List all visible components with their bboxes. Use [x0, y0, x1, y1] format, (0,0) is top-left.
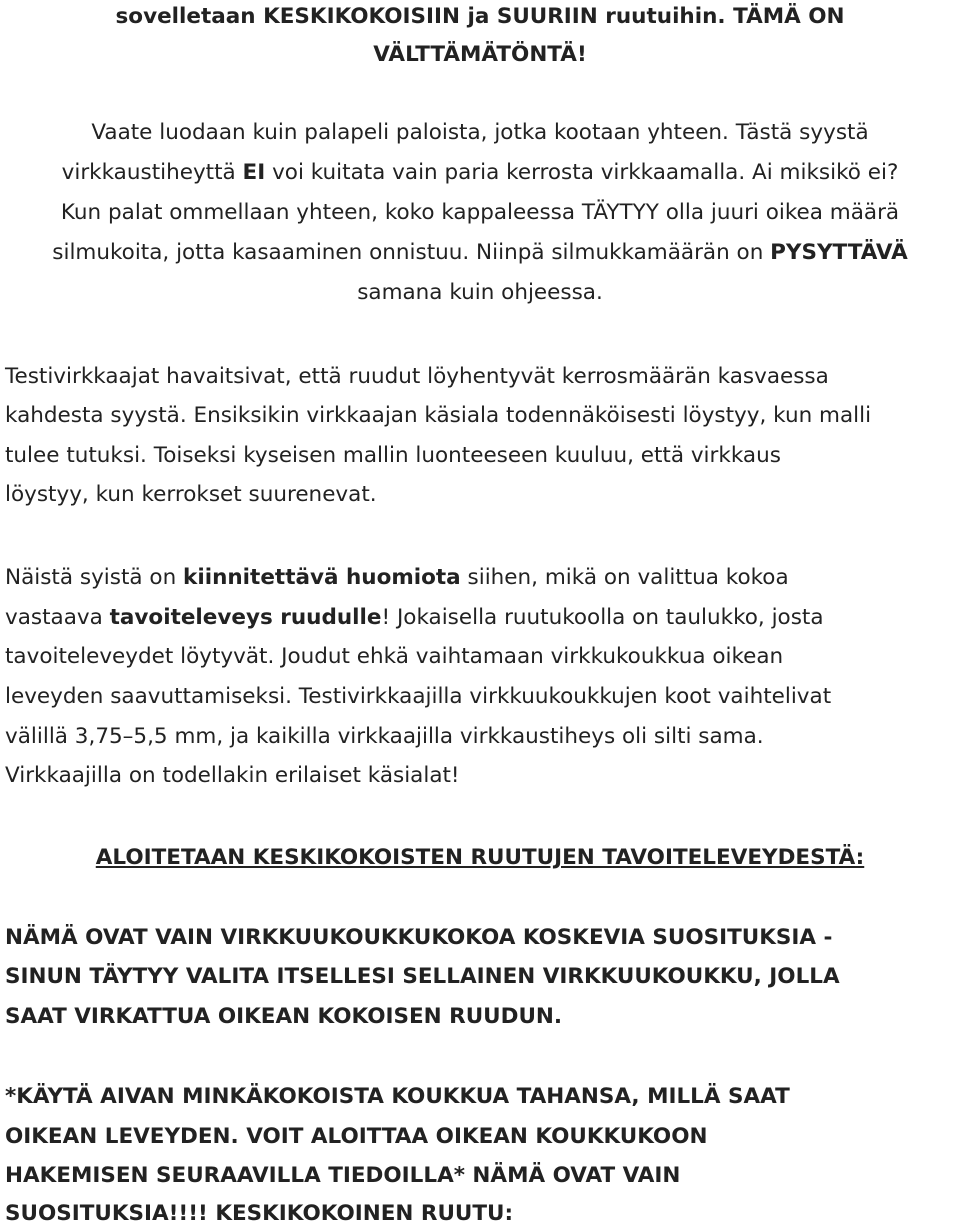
paragraph-1-line-5: samana kuin ohjeessa. — [357, 280, 603, 305]
paragraph-5-line-1: *KÄYTÄ AIVAN MINKÄKOKOISTA KOUKKUA TAHANSA, MILLÄ SAAT — [5, 1084, 790, 1109]
text-run: virkkaustiheyttä — [61, 160, 243, 185]
text-run: Näistä syistä on — [5, 565, 184, 590]
paragraph-1-line-2 — [0, 158, 960, 188]
paragraph-2-line-4: löystyy, kun kerrokset suurenevat. — [5, 482, 377, 507]
paragraph-5-line-3: HAKEMISEN SEURAAVILLA TIEDOILLA* NÄMÄ OVAT VAIN — [5, 1163, 681, 1188]
paragraph-5-line-2: OIKEAN LEVEYDEN. VOIT ALOITTAA OIKEAN KOUKKUKOON — [5, 1124, 708, 1149]
paragraph-3-line-5: välillä 3,75–5,5 mm, ja kaikilla virkkaajilla virkkaustiheys oli silti sama. — [5, 724, 764, 749]
section-heading: ALOITETAAN KESKIKOKOISTEN RUUTUJEN TAVOITELEVEYDESTÄ: — [95, 845, 865, 870]
paragraph-3-line-4: leveyden saavuttamiseksi. Testivirkkaajilla virkkuukoukkujen koot vaihtelivat — [5, 684, 832, 709]
paragraph-1-line-1: Vaate luodaan kuin palapeli paloista, jotka kootaan yhteen. Tästä syystä — [91, 120, 869, 145]
text-run: siihen, mikä on valittua kokoa — [460, 565, 789, 590]
emphasis-tavoiteleveys: tavoiteleveys ruudulle — [109, 605, 382, 630]
paragraph-4-line-3: SAAT VIRKATTUA OIKEAN KOKOISEN RUUDUN. — [5, 1004, 563, 1029]
paragraph-3-line-6: Virkkaajilla on todellakin erilaiset käsialat! — [5, 763, 460, 788]
intro-line-1: sovelletaan KESKIKOKOISIIN ja SUURIIN ruutuihin. TÄMÄ ON — [115, 4, 845, 29]
paragraph-4-line-1: NÄMÄ OVAT VAIN VIRKKUUKOUKKUKOKOA KOSKEVIA SUOSITUKSIA - — [5, 925, 833, 950]
paragraph-3-line-1 — [5, 563, 960, 593]
paragraph-1-line-3: Kun palat ommellaan yhteen, koko kappaleessa TÄYTYY olla juuri oikea määrä — [60, 200, 900, 225]
text-run: silmukoita, jotta kasaaminen onnistuu. Niinpä silmukkamäärän on — [52, 240, 771, 265]
text-run: vastaava — [5, 605, 110, 630]
emphasis-kiinnitettava: kiinnitettävä huomiota — [183, 565, 461, 590]
intro-line-2: VÄLTTÄMÄTÖNTÄ! — [373, 42, 587, 67]
paragraph-2-line-3: tulee tutuksi. Toiseksi kyseisen mallin luonteeseen kuuluu, että virkkaus — [5, 443, 781, 468]
paragraph-1-line-4 — [0, 238, 960, 268]
paragraph-5-line-4: SUOSITUKSIA!!!! KESKIKOKOINEN RUUTU: — [5, 1201, 514, 1226]
text-run: voi kuitata vain paria kerrosta virkkaamalla. Ai miksikö ei? — [265, 160, 899, 185]
paragraph-4-line-2: SINUN TÄYTYY VALITA ITSELLESI SELLAINEN VIRKKUUKOUKKU, JOLLA — [5, 964, 840, 989]
paragraph-3-line-2 — [5, 603, 960, 633]
paragraph-3-line-3: tavoiteleveydet löytyvät. Joudut ehkä vaihtamaan virkkukoukkua oikean — [5, 644, 784, 669]
paragraph-2-line-2: kahdesta syystä. Ensiksikin virkkaajan käsiala todennäköisesti löystyy, kun malli — [5, 403, 872, 428]
emphasis-ei: EI — [242, 160, 266, 185]
emphasis-pysyttava: PYSYTTÄVÄ — [770, 240, 908, 265]
paragraph-2-line-1: Testivirkkaajat havaitsivat, että ruudut löyhentyvät kerrosmäärän kasvaessa — [5, 364, 829, 389]
text-run: ! Jokaisella ruutukoolla on taulukko, josta — [381, 605, 824, 630]
